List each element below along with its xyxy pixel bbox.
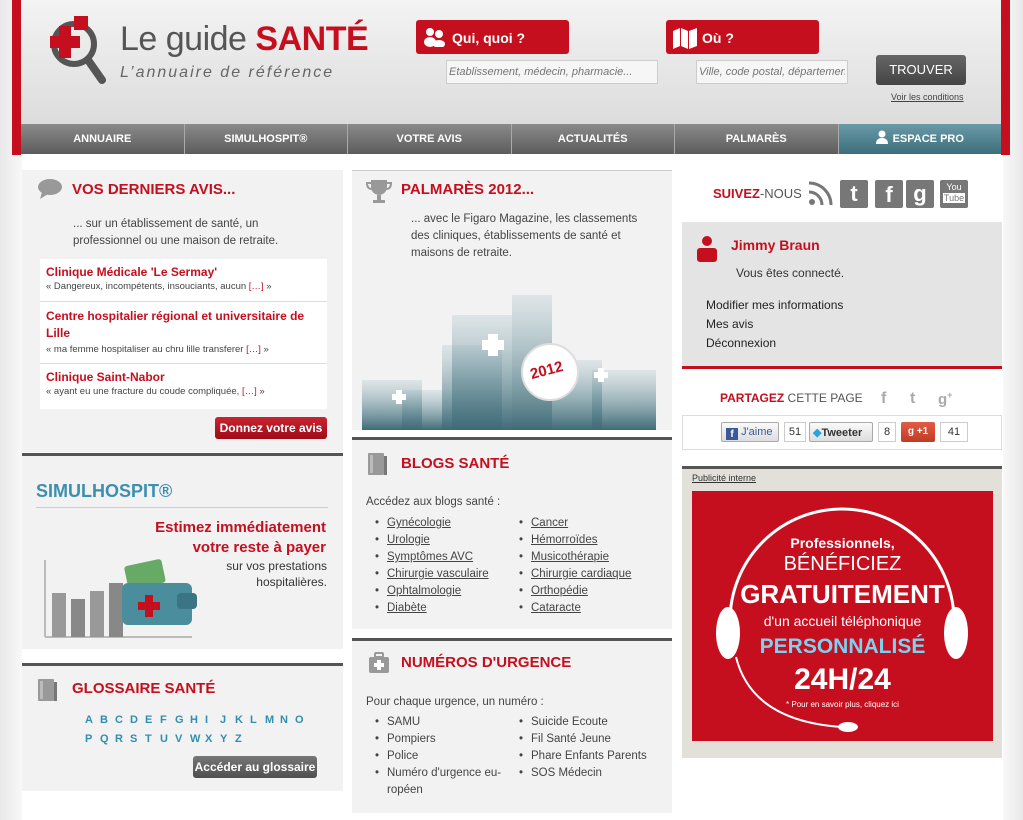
logo-name-accent: SANTÉ [255, 20, 369, 58]
letter-link[interactable]: Y [220, 733, 228, 745]
blog-link[interactable]: • Ophtalmologie [387, 585, 461, 597]
give-review-button[interactable]: Donnez votre avis [215, 417, 327, 439]
twitter-bird-icon: ◆ [813, 427, 822, 439]
read-more-link[interactable]: […] [241, 386, 257, 397]
hospital-skyline-illustration [362, 290, 656, 430]
palmares-year-badge: 2012 [528, 357, 566, 384]
book-icon [366, 452, 388, 476]
tweet-button[interactable] [809, 422, 873, 442]
urgence-item-continued: ropéen [387, 784, 423, 796]
letter-link[interactable]: D [130, 714, 138, 726]
ad-banner[interactable] [692, 491, 993, 741]
nav-item-actualites[interactable]: ACTUALITÉS [512, 124, 676, 154]
blog-link[interactable]: • Chirurgie vasculaire [387, 568, 489, 580]
urgence-item: • SOS Médecin [531, 767, 602, 779]
urgence-item: • Fil Santé Jeune [531, 733, 611, 745]
simulhospit-title: SIMULHOSPIT® [36, 481, 173, 501]
first-aid-icon [368, 652, 390, 674]
read-more-link[interactable]: […] [248, 281, 264, 292]
nav-item-palmares[interactable]: PALMARÈS [675, 124, 839, 154]
alphabet-row-1 [85, 710, 325, 728]
letter-link[interactable]: U [160, 733, 168, 745]
map-icon [672, 27, 698, 49]
header-accent-right [1001, 0, 1010, 155]
letter-link[interactable]: Z [235, 733, 242, 745]
letter-link[interactable]: Q [100, 733, 109, 745]
urgence-intro: Pour chaque urgence, un numéro : [366, 696, 544, 708]
facebook-like-label: J'aime [741, 426, 773, 438]
youtube-icon-text: You [946, 182, 962, 192]
blog-link[interactable]: • Orthopédie [531, 585, 588, 597]
urgence-item: • Phare Enfants Parents [531, 750, 647, 762]
user-menu-logout[interactable]: Déconnexion [706, 336, 777, 350]
review-excerpt: « Dangereux, incompétents, insouciants, aucun […] » [46, 281, 272, 292]
urgence-item: • Pompiers [387, 733, 436, 745]
letter-link[interactable]: O [295, 714, 304, 726]
googleplus-count: 41 [940, 422, 968, 442]
simulhospit-description: sur vos prestations hospitalières. [226, 559, 327, 589]
letter-link[interactable]: L [250, 714, 257, 726]
review-item[interactable] [40, 259, 327, 302]
facebook-share-icon[interactable]: f [881, 390, 887, 407]
blog-link[interactable]: • Gynécologie [387, 517, 451, 529]
googleplus-label: +1 [916, 426, 929, 437]
share-label-rest: CETTE PAGE [784, 391, 863, 405]
search-what-text: Qui, quoi ? [452, 30, 526, 46]
googleplus-share-icon[interactable]: g+ [938, 390, 953, 408]
review-item[interactable] [40, 364, 327, 409]
nav-item-espace-pro-label: ESPACE PRO [892, 133, 964, 145]
blogs-intro: Accédez aux blogs santé : [366, 496, 501, 508]
facebook-like-button[interactable] [721, 422, 779, 442]
trophy-icon [366, 178, 392, 204]
urgence-item: • Suicide Ecoute [531, 716, 608, 728]
nav-item-simulhospit[interactable]: SIMULHOSPIT® [185, 124, 349, 154]
facebook-like-icon: f [726, 428, 738, 440]
letter-link[interactable]: V [175, 733, 183, 745]
review-title[interactable]: Centre hospitalier régional et universitaire de Lille [46, 309, 305, 340]
blog-link[interactable]: • Chirurgie cardiaque [531, 568, 631, 580]
blogs-title: BLOGS SANTÉ [401, 455, 510, 472]
tweet-count: 8 [878, 422, 896, 442]
ad-line-4: d'un accueil téléphonique [763, 613, 922, 629]
youtube-icon[interactable] [940, 180, 968, 208]
facebook-icon[interactable]: f [875, 180, 903, 208]
letter-link[interactable]: N [280, 714, 288, 726]
youtube-icon-text: Tube [943, 193, 965, 203]
twitter-icon[interactable]: t [840, 180, 868, 208]
nav-item-votre-avis[interactable]: VOTRE AVIS [348, 124, 512, 154]
user-status: Vous êtes connecté. [736, 266, 845, 280]
logo-tagline: L’annuaire de référence [120, 64, 335, 81]
blogs-panel [352, 437, 672, 629]
search-where-input[interactable] [696, 60, 848, 84]
follow-us-rest: -NOUS [759, 186, 802, 201]
logo-icon[interactable] [44, 14, 112, 84]
people-icon [423, 27, 447, 47]
letter-link[interactable]: J [220, 714, 227, 726]
follow-us-accent: SUIVEZ [713, 186, 760, 201]
twitter-share-icon[interactable]: t [910, 390, 916, 407]
search-where-label [666, 20, 819, 54]
ad-line-1: Professionnels, [790, 535, 895, 551]
user-avatar-icon [696, 235, 718, 263]
review-title[interactable]: Clinique Saint-Nabor [46, 370, 165, 384]
urgence-item: • Numéro d'urgence eu- [387, 767, 501, 779]
urgence-item: • Police [387, 750, 418, 762]
search-submit-button[interactable]: TROUVER [876, 55, 966, 85]
follow-us-label [713, 186, 802, 201]
letter-link[interactable]: E [145, 714, 153, 726]
main-nav [21, 124, 1001, 154]
tweet-label: Tweeter [821, 427, 863, 439]
book-icon [36, 678, 58, 702]
ad-line-6: 24H/24 [794, 663, 891, 696]
letter-link[interactable]: K [235, 714, 243, 726]
conditions-link[interactable]: Voir les conditions [891, 92, 964, 102]
letter-link[interactable]: G [175, 714, 184, 726]
letter-link[interactable]: C [115, 714, 123, 726]
urgence-title: NUMÉROS D'URGENCE [401, 654, 572, 671]
facebook-like-count: 51 [784, 422, 806, 442]
reviews-title: VOS DERNIERS AVIS... [72, 181, 236, 198]
read-more-link[interactable]: […] [246, 344, 261, 355]
google-icon[interactable]: g [906, 180, 934, 208]
letter-link[interactable]: A [85, 714, 93, 726]
glossary-title: GLOSSAIRE SANTÉ [72, 680, 216, 697]
site-logo[interactable] [120, 20, 368, 59]
alphabet-row-2 [85, 729, 325, 747]
review-excerpt: « ayant eu une fracture du coude compliquée, […] » [46, 386, 265, 397]
blog-link[interactable]: • Musicothérapie [531, 551, 609, 563]
speech-bubble-icon [36, 178, 64, 200]
blog-link[interactable]: • Diabète [387, 602, 427, 614]
letter-link[interactable]: B [100, 714, 108, 726]
share-label [720, 391, 863, 405]
palmares-description: ... avec le Figaro Magazine, les classements des cliniques, établissements de santé et maisons de retraite. [411, 213, 638, 259]
letter-link[interactable]: I [205, 714, 209, 726]
letter-link[interactable]: F [160, 714, 167, 726]
user-name: Jimmy Braun [731, 237, 820, 253]
letter-link[interactable]: S [130, 733, 138, 745]
review-title[interactable]: Clinique Médicale 'Le Sermay' [46, 265, 218, 279]
ad-footnote: * Pour en savoir plus, cliquez ici [786, 700, 899, 709]
user-icon [876, 130, 888, 144]
letter-link[interactable]: T [145, 733, 152, 745]
rss-icon[interactable] [808, 180, 834, 206]
blog-link[interactable]: • Hémorroïdes [531, 534, 597, 546]
user-menu-edit-info[interactable]: Modifier mes informations [706, 298, 844, 312]
search-what-label [416, 20, 569, 54]
letter-link[interactable]: H [190, 714, 198, 726]
urgence-item: • SAMU [387, 716, 420, 728]
ad-line-3: GRATUITEMENT [740, 579, 945, 609]
reviews-description: ... sur un établissement de santé, un professionnel ou une maison de retraite. [73, 218, 279, 247]
nav-item-annuaire[interactable]: ANNUAIRE [21, 124, 185, 154]
ad-line-2: BÉNÉFICIEZ [783, 553, 902, 575]
blog-link[interactable]: • Symptômes AVC [387, 551, 473, 563]
letter-link[interactable]: P [85, 733, 93, 745]
divider [36, 507, 328, 508]
review-item[interactable] [40, 302, 327, 364]
ad-label[interactable]: Publicité interne [692, 473, 757, 483]
palmares-title: PALMARÈS 2012... [401, 181, 535, 198]
share-label-accent: PARTAGEZ [720, 391, 785, 405]
user-menu-my-reviews[interactable]: Mes avis [706, 317, 754, 331]
logo-name: Le guide [120, 20, 256, 58]
ad-line-5: PERSONNALISÉ [759, 635, 926, 658]
blog-link[interactable]: • Cancer [531, 517, 568, 529]
wallet-chart-illustration [42, 555, 198, 641]
glossary-button[interactable]: Accéder au glossaire [193, 756, 317, 778]
letter-link[interactable]: M [265, 714, 275, 726]
letter-link[interactable]: X [205, 733, 213, 745]
search-where-text: Où ? [702, 30, 734, 46]
blog-link[interactable]: • Cataracte [531, 602, 581, 614]
letter-link[interactable]: W [190, 733, 201, 745]
simulhospit-headline: Estimez immédiatement votre reste à payer [155, 519, 326, 556]
review-excerpt: « ma femme hospitaliser au chru lille transferer […] » [46, 344, 269, 355]
blog-link[interactable]: • Urologie [387, 534, 430, 546]
search-what-input[interactable] [446, 60, 658, 84]
googleplus-icon: g [907, 426, 917, 437]
nav-item-espace-pro[interactable] [839, 124, 1002, 154]
googleplus-button[interactable] [901, 422, 935, 442]
letter-link[interactable]: R [115, 733, 123, 745]
header-accent-left [12, 0, 21, 155]
